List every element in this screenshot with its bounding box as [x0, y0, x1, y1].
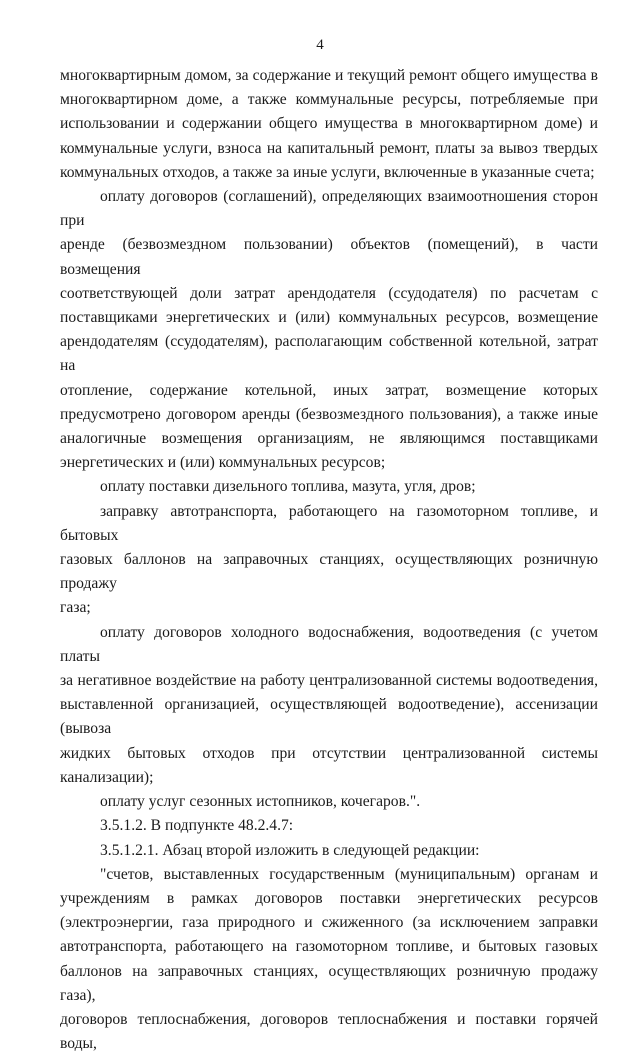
- paragraph-9: [60, 863, 598, 1056]
- text-line: автотранспорта, работающего на газомоторном топливе, и бытовых газовых: [60, 938, 598, 956]
- text-line: аналогичные возмещения организациям, не являющимся поставщиками: [60, 430, 598, 448]
- text-line: коммунальные услуги, взноса на капитальный ремонт, платы за вывоз твердых: [60, 139, 598, 157]
- text-line: многоквартирном доме, а также коммунальные ресурсы, потребляемые при: [60, 91, 598, 109]
- text-line: 3.5.1.2.1. Абзац второй изложить в следующей редакции:: [100, 841, 480, 859]
- text-line: поставщиками энергетических и (или) коммунальных ресурсов, возмещение: [60, 309, 598, 327]
- text-line: коммунальных отходов, а также за иные услуги, включенные в указанные счета;: [60, 163, 595, 181]
- text-line: заправку автотранспорта, работающего на газомоторном топливе, и бытовых: [60, 502, 598, 544]
- paragraph-2: [60, 185, 598, 475]
- text-line: оплату договоров холодного водоснабжения, водоотведения (с учетом платы: [60, 623, 598, 665]
- text-line: отопление, содержание котельной, иных затрат, возмещение которых: [60, 381, 598, 399]
- text-line: оплату договоров (соглашений), определяющих взаимоотношения сторон при: [60, 188, 598, 230]
- text-line: договоров теплоснабжения, договоров теплоснабжения и поставки горячей воды,: [60, 1010, 598, 1053]
- page-number: 4: [316, 37, 324, 53]
- text-line: (электроэнергии, газа природного и сжиженного (за исключением заправки: [60, 914, 598, 932]
- text-line: оплату услуг сезонных истопников, кочегаров.".: [100, 793, 421, 811]
- text-line: выставленной организацией, осуществляющей водоотведение), ассенизации (вывоза: [60, 696, 598, 738]
- text-line: предусмотрено договором аренды (безвозмездного пользования), а также иные: [60, 405, 598, 423]
- text-line: "счетов, выставленных государственным (муниципальным) органам и: [100, 865, 598, 883]
- text-line: использовании и содержании общего имущества в многоквартирном доме) и: [60, 115, 598, 133]
- text-line: баллонов на заправочных станциях, осуществляющих розничную продажу газа),: [60, 962, 598, 1004]
- paragraph-8: [60, 839, 598, 863]
- text-line: за негативное воздействие на работу централизованной системы водоотведения,: [60, 672, 598, 690]
- text-line: арендодателям (ссудодателям), располагающим собственной котельной, затрат на: [60, 333, 598, 375]
- text-line: многоквартирным домом, за содержание и текущий ремонт общего имущества в: [60, 67, 598, 84]
- text-line: оплату поставки дизельного топлива, мазута, угля, дров;: [100, 478, 476, 496]
- text-line: учреждениям в рамках договоров поставки энергетических ресурсов: [60, 889, 598, 907]
- text-line: газа;: [60, 599, 91, 617]
- text-line: жидких бытовых отходов при отсутствии централизованной системы канализации);: [60, 744, 598, 786]
- document-body: [60, 64, 598, 1056]
- text-line: 3.5.1.2. В подпункте 48.2.4.7:: [100, 817, 294, 835]
- paragraph-6: [60, 790, 598, 814]
- paragraph-4: [60, 500, 598, 621]
- paragraph-7: [60, 814, 598, 838]
- text-line: аренде (безвозмездном пользовании) объектов (помещений), в части возмещения: [60, 236, 598, 278]
- paragraph-5: [60, 621, 598, 790]
- text-line: газовых баллонов на заправочных станциях, осуществляющих розничную продажу: [60, 551, 598, 593]
- text-line: соответствующей доли затрат арендодателя (ссудодателя) по расчетам с: [60, 284, 598, 302]
- paragraph-1: [60, 64, 598, 185]
- paragraph-3: [60, 475, 598, 499]
- text-line: энергетических и (или) коммунальных ресурсов;: [60, 454, 386, 472]
